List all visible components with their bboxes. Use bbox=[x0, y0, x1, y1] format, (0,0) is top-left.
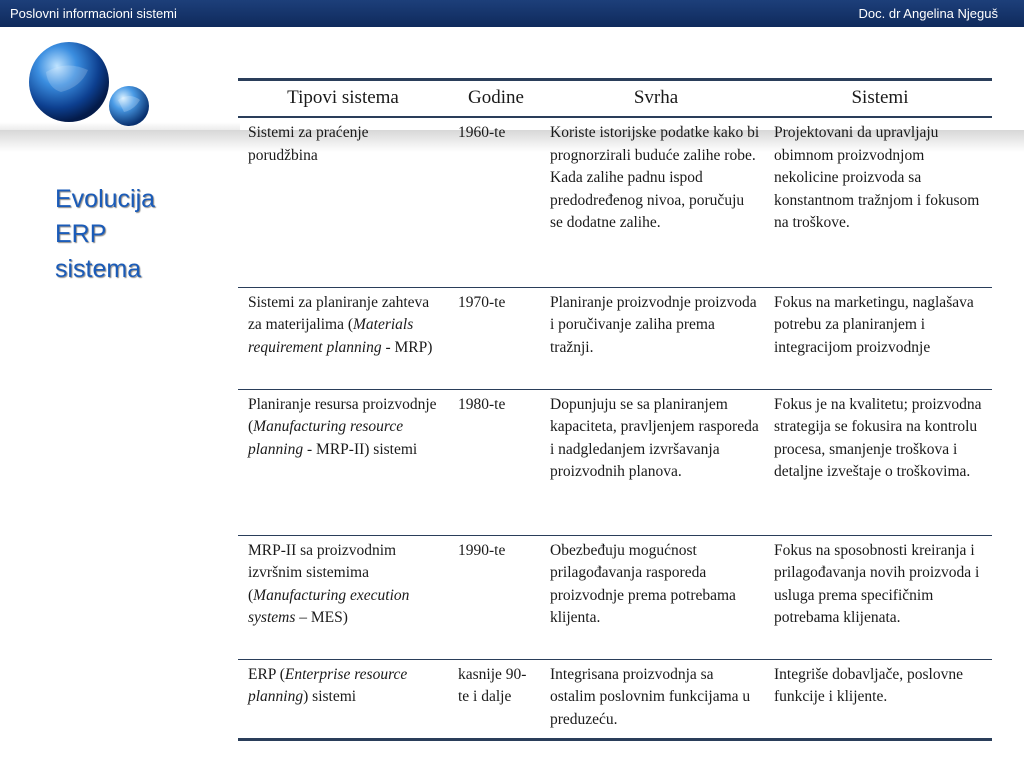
slide-title bbox=[55, 182, 155, 287]
years-cell: 1990-te bbox=[448, 535, 544, 659]
years-cell: 1980-te bbox=[448, 389, 544, 535]
systems-cell: Fokus na sposobnosti kreiranja i prilagođavanja novih proizvoda i usluga prema specifičnim potrebama klijenata. bbox=[768, 535, 992, 659]
table-row bbox=[238, 117, 992, 287]
slide-title-line: sistema bbox=[55, 255, 142, 283]
years-cell: 1970-te bbox=[448, 287, 544, 389]
system-type-cell: Sistemi za praćenje porudžbina bbox=[238, 117, 448, 287]
course-name: Poslovni informacioni sistemi bbox=[10, 6, 177, 21]
table-row bbox=[238, 535, 992, 659]
purpose-cell: Obezbeđuju mogućnost prilagođavanja rasporeda proizvodnje prema potrebama klijenta. bbox=[544, 535, 768, 659]
system-type-cell: MRP-II sa proizvodnim izvršnim sistemima (Manufacturing execution systems – MES) bbox=[238, 535, 448, 659]
years-cell: 1960-te bbox=[448, 117, 544, 287]
table-row bbox=[238, 287, 992, 389]
header-bar bbox=[0, 0, 1024, 27]
erp-evolution-table bbox=[238, 78, 992, 741]
author-name: Doc. dr Angelina Njeguš bbox=[858, 6, 998, 21]
column-header: Godine bbox=[448, 80, 544, 118]
column-header: Sistemi bbox=[768, 80, 992, 118]
purpose-cell: Dopunjuju se sa planiranjem kapaciteta, pravljenjem rasporeda i nadgledanjem izvršavanja proizvodnih planova. bbox=[544, 389, 768, 535]
systems-cell: Projektovani da upravljaju obimnom proizvodnjom nekolicine proizvoda sa konstantnom tražnjom i fokusom na troškove. bbox=[768, 117, 992, 287]
systems-cell: Integriše dobavljače, poslovne funkcije i klijente. bbox=[768, 659, 992, 739]
column-header: Tipovi sistema bbox=[238, 80, 448, 118]
systems-cell: Fokus na marketingu, naglašava potrebu za planiranjem i integracijom proizvodnje bbox=[768, 287, 992, 389]
column-header: Svrha bbox=[544, 80, 768, 118]
table-row bbox=[238, 659, 992, 739]
system-type-cell: ERP (Enterprise resource planning) sistemi bbox=[238, 659, 448, 739]
slide-title-line: Evolucija bbox=[55, 185, 156, 213]
years-cell: kasnije 90-te i dalje bbox=[448, 659, 544, 739]
system-type-cell: Planiranje resursa proizvodnje (Manufacturing resource planning - MRP-II) sistemi bbox=[238, 389, 448, 535]
table-header-row bbox=[238, 80, 992, 118]
purpose-cell: Koriste istorijske podatke kako bi prognorzirali buduće zalihe robe. Kada zalihe padnu ispod predodređenog nivoa, poručuju se dodatne zalihe. bbox=[544, 117, 768, 287]
systems-cell: Fokus je na kvalitetu; proizvodna strategija se fokusira na kontrolu procesa, smanjenje troškova i detaljne izveštaje o troškovima. bbox=[768, 389, 992, 535]
slide-title-line: ERP bbox=[55, 220, 107, 248]
system-type-cell: Sistemi za planiranje zahteva za materijalima (Materials requirement planning - MRP) bbox=[238, 287, 448, 389]
purpose-cell: Planiranje proizvodnje proizvoda i poručivanje zaliha prema tražnji. bbox=[544, 287, 768, 389]
table-row bbox=[238, 389, 992, 535]
globe-logo-icon bbox=[26, 42, 156, 132]
purpose-cell: Integrisana proizvodnja sa ostalim poslovnim funkcijama u preduzeću. bbox=[544, 659, 768, 739]
